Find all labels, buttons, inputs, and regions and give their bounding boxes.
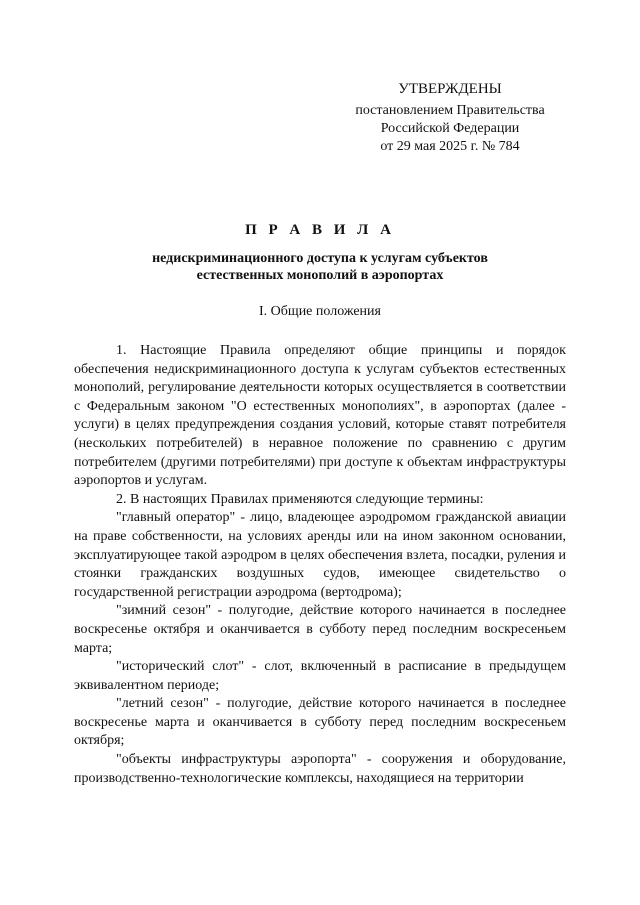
subtitle-line-1: недискриминационного доступа к услугам субъектов [152,251,488,266]
document-body [74,342,566,788]
paragraph-1: 1. Настоящие Правила определяют общие принципы и порядок обеспечения недискриминационного доступа к услугам субъектов естественных монополий, регулирование деятельности которых осуществляется в соответствии с Федеральным законом "О естественных монополиях", в аэропортах (далее - услуги) в целях предупреждения создания условий, которые ставят потребителя (нескольких потребителей) в неравное положение по сравнению с другим потребителем (другими потребителями) при доступе к объектам инфраструктуры аэропортов и услугам. [74,343,566,489]
term-historical-slot: "исторический слот" - слот, включенный в расписание в предыдущем эквивалентном периоде; [74,659,566,693]
approval-line-2: Российской Федерации [380,121,520,136]
approval-line-3: от 29 мая 2025 г. № 784 [380,139,520,154]
term-summer-season: "летний сезон" - полугодие, действие которого начинается в последнее воскресенье марта и оканчивается в субботу перед последним воскресеньем октября; [74,696,566,749]
document-title: П Р А В И Л А [245,222,395,238]
paragraph-2: 2. В настоящих Правилах применяются следующие термины: [116,491,484,507]
subtitle-line-2: естественных монополий в аэропортах [196,268,444,283]
term-main-operator: "главный оператор" - лицо, владеющее аэродромом гражданской авиации на праве собственности, на условиях аренды или на ином законном основании, эксплуатирующее такой аэродром в целях обеспечения взлета, посадки, руления и стоянки гражданских воздушных судов, имеющее свидетельство о государственной регистрации аэродрома (вертодрома); [74,510,566,600]
approval-heading: УТВЕРЖДЕНЫ [398,81,502,97]
approval-line-1: постановлением Правительства [355,103,545,118]
approval-block [330,80,570,156]
term-airport-infrastructure: "объекты инфраструктуры аэропорта" - сооружения и оборудование, производственно-технологические комплексы, находящиеся на территории [74,752,566,786]
term-winter-season: "зимний сезон" - полугодие, действие которого начинается в последнее воскресенье октября и оканчивается в субботу перед последним воскресеньем марта; [74,603,566,656]
document-subtitle [80,250,560,284]
section-heading: I. Общие положения [259,304,381,319]
